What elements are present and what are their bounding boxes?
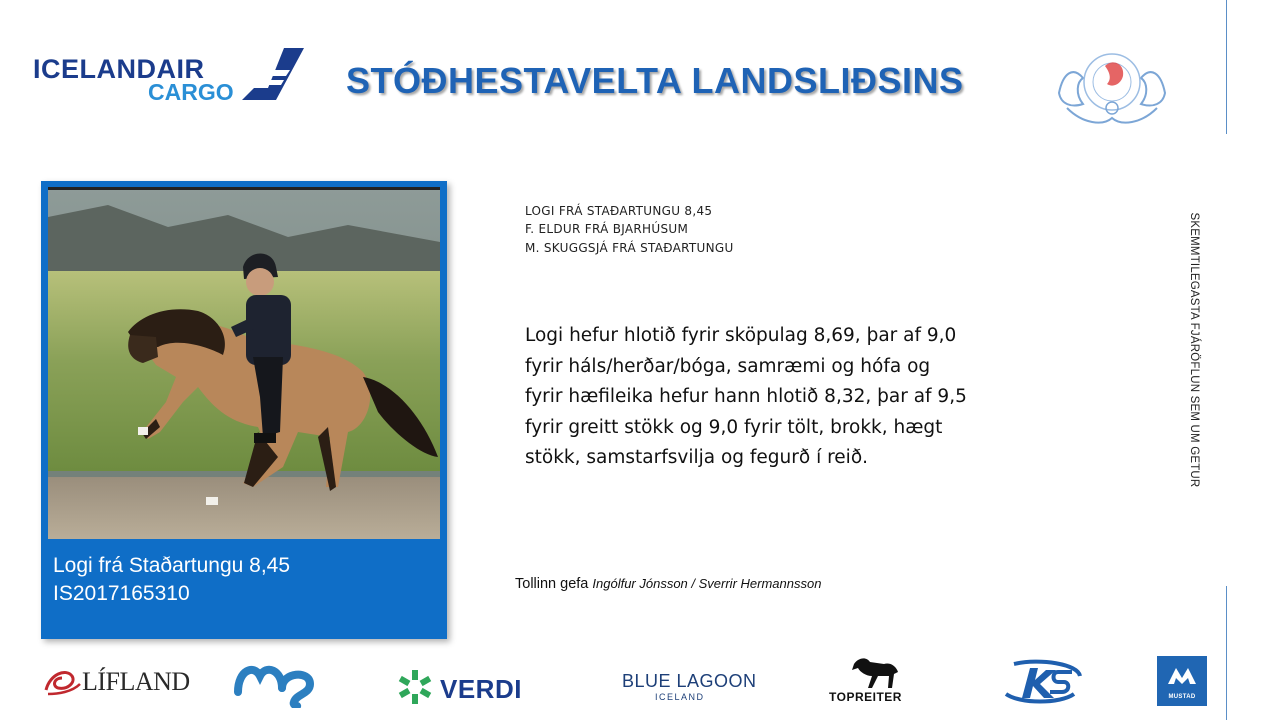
- donors-line: [515, 576, 821, 592]
- donors-prefix: Tollinn gefa: [515, 576, 589, 592]
- ms-logo-icon: [234, 658, 316, 708]
- icelandair-wordmark: ICELANDAIR: [33, 54, 205, 84]
- verdi-star-icon: [396, 668, 434, 706]
- right-divider-bottom: [1226, 586, 1227, 720]
- pedigree-father: F. ELDUR FRÁ BJARHÚSUM: [525, 222, 689, 236]
- cargo-wordmark: CARGO: [148, 79, 234, 105]
- mustad-logo: [1157, 656, 1207, 706]
- description-line: fyrir hæfileika hefur hann hlotið 8,32, þar af 9,5: [525, 386, 967, 407]
- mustad-label: MUSTAD: [1168, 694, 1196, 700]
- description-line: Logi hefur hlotið fyrir sköpulag 8,69, þar af 9,0: [525, 325, 957, 346]
- blue-lagoon-subtitle: ICELAND: [655, 692, 705, 702]
- description-line: fyrir háls/herðar/bóga, samræmi og hófa og: [525, 355, 931, 377]
- pedigree-mother: M. SKUGGSJÁ FRÁ STAÐARTUNGU: [525, 241, 734, 255]
- horse-silhouette-icon: [848, 654, 902, 690]
- pedigree-horse: LOGI FRÁ STAÐARTUNGU 8,45: [525, 204, 713, 218]
- horse-card: [41, 181, 447, 639]
- right-divider-top: [1226, 0, 1227, 134]
- horse-description: [525, 321, 1005, 474]
- landssamband-seal-icon: [1053, 38, 1171, 128]
- lifland-swirl-icon: [42, 664, 82, 698]
- ks-logo-icon: [1000, 658, 1086, 706]
- topreiter-logo: TOPREITER: [829, 690, 902, 704]
- blue-lagoon-logo: BLUE LAGOON: [622, 671, 757, 691]
- donors-names: Ingólfur Jónsson / Sverrir Hermannsson: [592, 576, 822, 591]
- horse-photo: [48, 187, 440, 539]
- verdi-logo: VERDI: [440, 674, 522, 704]
- page-title: STÓÐHESTAVELTA LANDSLIÐSINS: [346, 60, 964, 101]
- description-line: fyrir greitt stökk og 9,0 fyrir tölt, brokk, hægt: [525, 416, 943, 438]
- card-caption-id: IS2017165310: [53, 582, 190, 605]
- description-line: stökk, samstarfsvilja og fegurð í reið.: [525, 447, 869, 468]
- mustad-mountain-icon: [1166, 662, 1198, 686]
- icelandair-wing-icon: [240, 46, 306, 102]
- card-caption-name: Logi frá Staðartungu 8,45: [53, 554, 291, 577]
- lifland-logo: LÍFLAND: [82, 667, 190, 696]
- side-slogan: SKEMMTILEGASTA FJÁRÖFLUN SEM UM GETUR: [1188, 212, 1200, 488]
